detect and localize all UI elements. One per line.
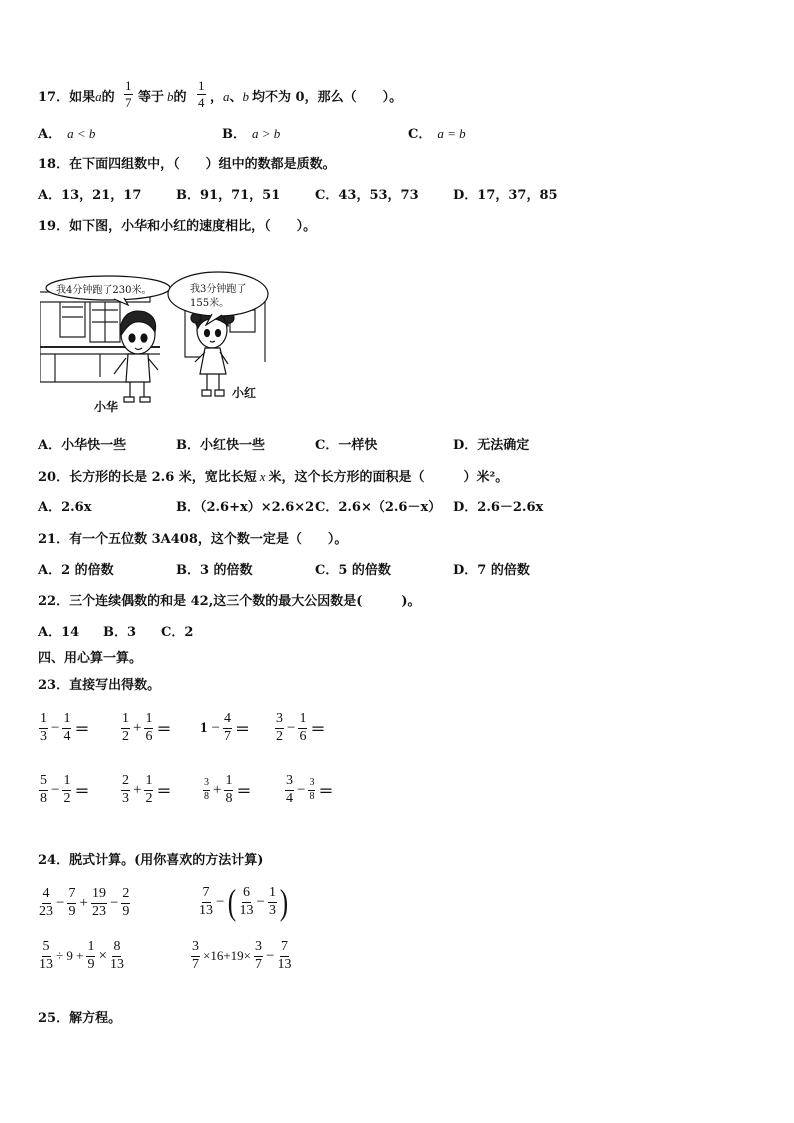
equals: ＝	[156, 783, 172, 800]
equals: ＝	[74, 783, 90, 800]
equals: ＝	[318, 783, 334, 800]
den: 2	[276, 728, 283, 744]
q19-option-b[interactable]: B．小红快一些	[176, 438, 265, 453]
q17-frac1-den: 7	[125, 94, 132, 110]
den: 7	[192, 956, 199, 972]
operator: ÷ 9 +	[56, 948, 84, 964]
q22-option-b[interactable]: B．3	[103, 625, 137, 640]
den: 4	[63, 728, 71, 744]
q17-text-a: 如果	[69, 90, 96, 105]
den: 13	[277, 956, 292, 972]
num: 19	[91, 887, 107, 904]
num: 8	[112, 940, 121, 957]
den: 2	[63, 790, 71, 806]
q23-r2-item4	[284, 774, 333, 806]
operator: ×16+19×	[203, 948, 251, 964]
num: 6	[242, 886, 251, 903]
num: 3	[191, 940, 200, 957]
q17-text-e: ，	[210, 90, 224, 105]
q18-option-d[interactable]: D．17，37，85	[453, 188, 558, 203]
q17-text-b: 的	[101, 90, 115, 105]
equals: ＝	[74, 721, 90, 738]
q19-bubble2-line1: 我3分钟跑了	[190, 284, 247, 295]
q17-var-b: b	[167, 89, 174, 104]
q17-option-b-expr: a > b	[252, 126, 281, 141]
q17-stem-end	[210, 90, 402, 104]
num: 1	[62, 712, 71, 729]
den: 8	[309, 790, 315, 802]
q24-expr3	[38, 940, 125, 972]
den: 13	[239, 902, 254, 918]
q17-text-i: 均不为 0，那么（ ）。	[252, 90, 403, 105]
den: 13	[109, 956, 124, 972]
q18-stem: 18．在下面四组数中，（ ）组中的数都是质数。	[38, 157, 336, 172]
num: 2	[121, 887, 130, 904]
den: 23	[39, 903, 53, 919]
q24-stem: 24．脱式计算。(用你喜欢的方法计算)	[38, 853, 264, 868]
equals: ＝	[236, 783, 252, 800]
q17-text-d: 的	[173, 90, 187, 105]
num: 5	[42, 940, 51, 957]
operator: +	[213, 781, 222, 798]
q17-option-c-label: C．	[408, 127, 432, 142]
q19-illustration	[40, 262, 280, 412]
q23-r1-item2	[120, 712, 171, 744]
q20-text-a: 20．长方形的长是 2.6 米，宽比长短	[38, 470, 257, 485]
operator: −	[297, 781, 306, 798]
num: 3	[203, 778, 210, 791]
q19-bubble2-line2: 155米。	[190, 298, 230, 309]
num: 1	[39, 712, 48, 729]
num: 1	[144, 774, 153, 791]
den: 3	[122, 790, 129, 806]
q17-var-a: a	[95, 89, 102, 104]
equals: ＝	[234, 721, 250, 738]
operator: ×	[98, 947, 107, 964]
num: 3	[254, 940, 263, 957]
num: 3	[285, 774, 294, 791]
num: 4	[42, 887, 51, 904]
whole-number: 1	[200, 719, 208, 736]
q20-var-x: x	[259, 469, 266, 484]
section4-title: 四、用心算一算。	[38, 651, 143, 666]
q21-option-d[interactable]: D．7 的倍数	[453, 563, 530, 578]
num: 5	[39, 774, 48, 791]
q18-option-c[interactable]: C．43，53，73	[315, 188, 419, 203]
den: 9	[68, 903, 76, 919]
operator: −	[266, 947, 275, 964]
num: 7	[202, 886, 211, 903]
boy-figure	[114, 311, 158, 402]
q24-expr2	[198, 884, 290, 920]
den: 3	[268, 902, 276, 918]
den: 23	[91, 903, 106, 919]
q21-option-a[interactable]: A．2 的倍数	[38, 563, 114, 578]
num: 7	[280, 940, 289, 957]
q21-stem: 21．有一个五位数 3A408，这个数一定是（ ）。	[38, 532, 348, 547]
num: 1	[121, 712, 130, 729]
den: 8	[204, 790, 209, 802]
num: 1	[144, 712, 153, 729]
den: 4	[286, 790, 293, 806]
q21-option-b[interactable]: B．3 的倍数	[176, 563, 253, 578]
operator: −	[211, 719, 220, 736]
num: 3	[275, 712, 284, 729]
operator: −	[56, 894, 65, 911]
q19-option-d[interactable]: D．无法确定	[453, 438, 530, 453]
q17-option-c-expr: a = b	[437, 126, 466, 141]
q17-var-b2: b	[242, 89, 250, 104]
den: 6	[145, 728, 153, 744]
q17-option-a-label: A．	[38, 127, 62, 142]
q23-r2-item1	[38, 774, 89, 806]
q19-bubble1-text: 我4分钟跑了230米。	[56, 285, 152, 296]
equals: ＝	[310, 721, 326, 738]
den: 3	[40, 728, 47, 744]
den: 13	[199, 902, 213, 918]
q17-option-a-expr: a < b	[67, 126, 96, 141]
q20-option-a[interactable]: A．2.6x	[38, 500, 92, 515]
q20-option-b[interactable]: B．（2.6+x）×2.6×2	[176, 500, 315, 515]
q23-r2-item3	[202, 774, 251, 806]
q17-stem-mid	[138, 90, 187, 104]
q19-option-a[interactable]: A．小华快一些	[38, 438, 127, 453]
q17-text-g: 、	[229, 90, 243, 105]
q17-frac1-num: 1	[125, 78, 132, 93]
operator: −	[287, 719, 296, 736]
den: 2	[122, 728, 129, 744]
q23-r1-item1	[38, 712, 89, 744]
q23-r2-item2	[120, 774, 171, 806]
q19-name-xiaohua: 小华	[94, 400, 119, 414]
q17-option-b-label: B．	[222, 127, 246, 142]
num: 1	[62, 774, 71, 791]
num: 1	[86, 940, 95, 957]
q17-frac2-num: 1	[198, 78, 205, 93]
operator: +	[133, 719, 142, 736]
operator: −	[216, 893, 225, 910]
den: 8	[40, 790, 47, 806]
den: 6	[299, 728, 307, 744]
q19-name-xiaohong: 小红	[232, 386, 257, 400]
q18-option-b[interactable]: B．91，71，51	[176, 188, 281, 203]
q19-stem: 19．如下图，小华和小红的速度相比，（ ）。	[38, 219, 317, 234]
q17-frac2	[196, 79, 207, 109]
num: 1	[224, 774, 233, 791]
q20-option-d[interactable]: D．2.6－2.6x	[453, 500, 544, 515]
q17-text-c: 等于	[138, 90, 165, 105]
q17-stem	[38, 90, 115, 104]
equals: ＝	[156, 721, 172, 738]
num: 1	[298, 712, 307, 729]
den: 8	[225, 790, 233, 806]
operator: −	[109, 894, 119, 911]
q24-expr1	[38, 887, 131, 919]
q17-option-c[interactable]	[408, 127, 466, 141]
q25-stem: 25．解方程。	[38, 1011, 122, 1026]
den: 7	[255, 956, 262, 972]
q20-option-c[interactable]: C．2.6×（2.6－x）	[315, 500, 442, 515]
q22-option-a[interactable]: A．14	[38, 625, 80, 640]
q22-stem: 22．三个连续偶数的和是 42,这三个数的最大公因数是( )。	[38, 594, 421, 609]
q17-frac2-den: 4	[198, 94, 205, 110]
q23-r1-item3	[198, 712, 250, 744]
num: 2	[121, 774, 130, 791]
q18-option-a[interactable]: A．13，21，17	[38, 188, 142, 203]
den: 7	[223, 728, 231, 744]
den: 9	[87, 956, 95, 972]
q17-frac1	[123, 79, 134, 109]
q17-var-a2: a	[223, 89, 230, 104]
num: 1	[268, 886, 277, 903]
operator: −	[256, 893, 265, 910]
q17-number: 17．	[38, 90, 70, 105]
den: 13	[39, 956, 53, 972]
q21-option-c[interactable]: C．5 的倍数	[315, 563, 391, 578]
operator: +	[79, 894, 88, 911]
q23-stem: 23．直接写出得数。	[38, 678, 161, 693]
num: 7	[67, 887, 76, 904]
operator: +	[133, 781, 142, 798]
q20-text-b: 米，这个长方形的面积是（ ）米²。	[268, 470, 509, 485]
den: 2	[145, 790, 153, 806]
q17-option-b[interactable]	[222, 127, 280, 141]
operator: −	[51, 781, 60, 798]
right-paren: )	[279, 882, 289, 922]
q20-stem	[38, 470, 508, 484]
q24-expr4	[190, 940, 292, 972]
num: 3	[308, 778, 315, 791]
left-paren: (	[228, 882, 237, 922]
num: 4	[223, 712, 232, 729]
q19-option-c[interactable]: C．一样快	[315, 438, 378, 453]
q23-r1-item4	[274, 712, 325, 744]
den: 9	[122, 903, 130, 919]
q22-option-c[interactable]: C．2	[161, 625, 194, 640]
q17-option-a[interactable]	[38, 127, 95, 141]
operator: −	[51, 719, 60, 736]
